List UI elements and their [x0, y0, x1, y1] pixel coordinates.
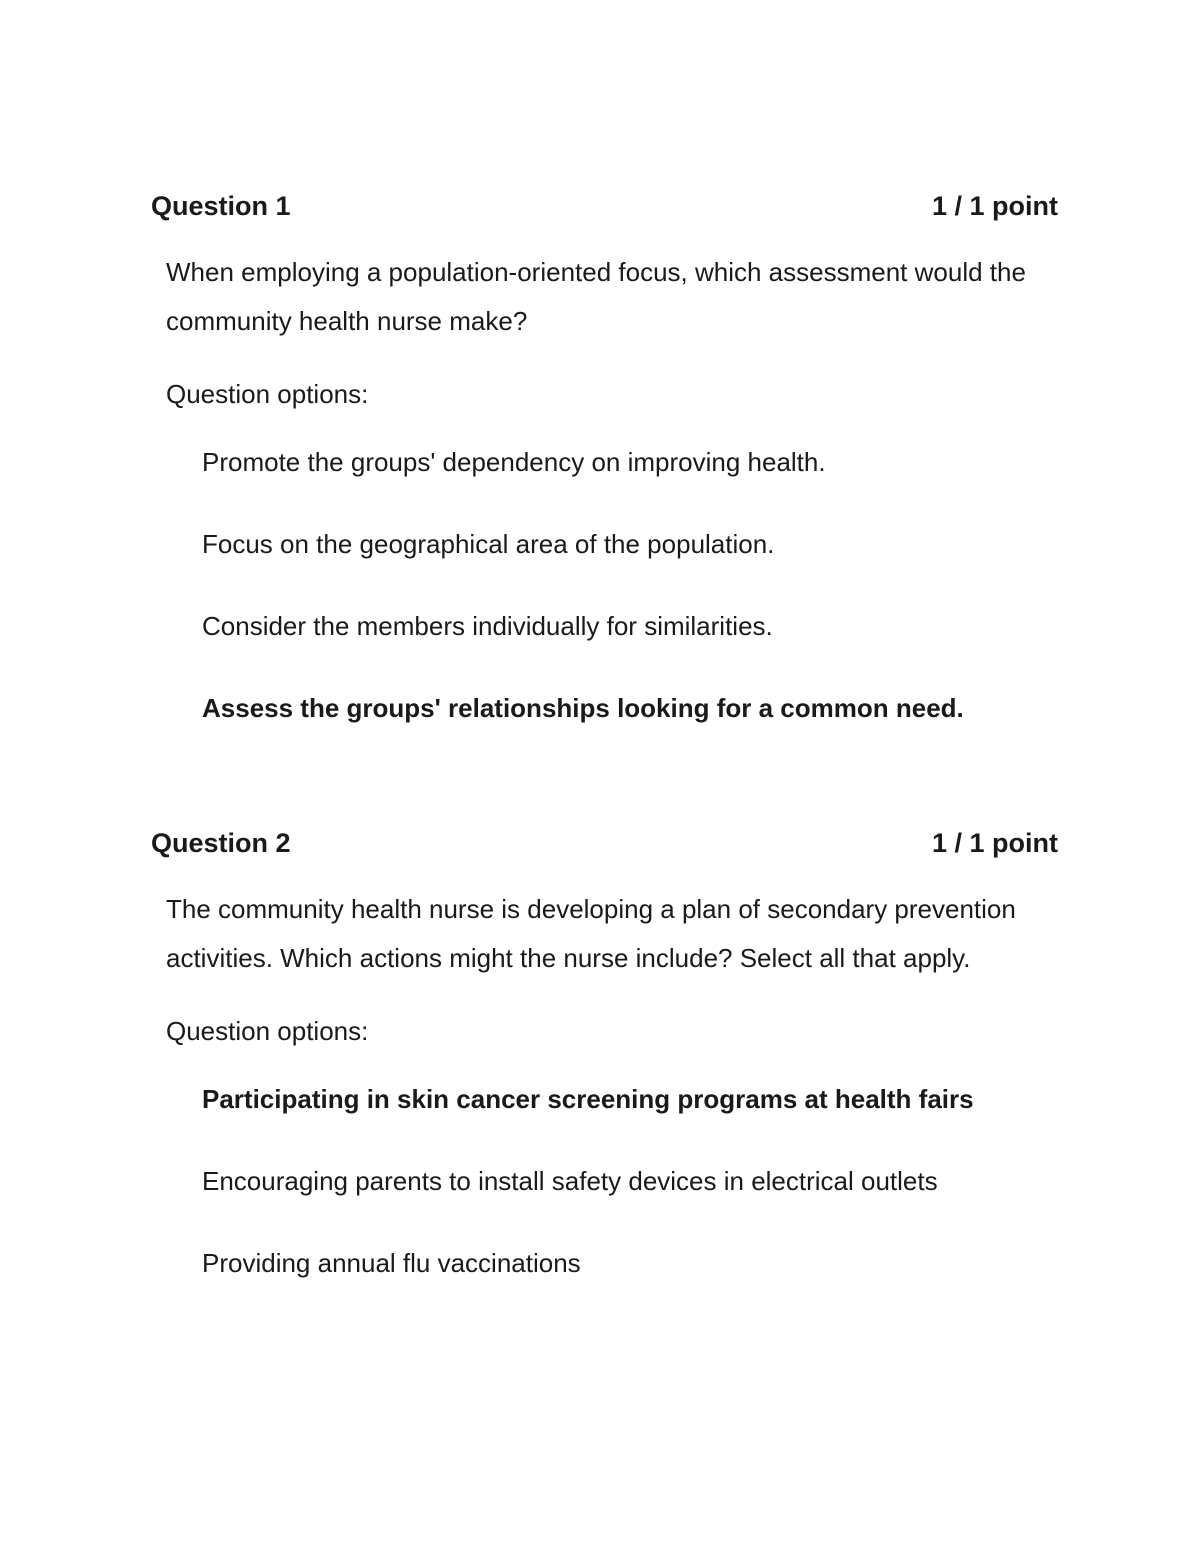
option-item: Promote the groups' dependency on improving health.: [202, 447, 826, 477]
question-options-label: Question options:: [166, 1016, 369, 1046]
question-header: [151, 188, 1058, 224]
question-text: The community health nurse is developing a plan of secondary prevention activities. Which actions might the nurse include? Select all that apply.: [166, 894, 1016, 973]
option-item: Consider the members individually for similarities.: [202, 611, 773, 641]
question-title: Question 1: [151, 191, 291, 221]
question-2: [151, 825, 1058, 1327]
question-title: Question 2: [151, 828, 291, 858]
option-item: Providing annual flu vaccinations: [202, 1248, 581, 1278]
question-points: 1 / 1 point: [931, 828, 1058, 858]
question-points: 1 / 1 point: [931, 191, 1058, 221]
option-item-correct: Assess the groups' relationships looking for a common need.: [202, 693, 964, 723]
option-item: Encouraging parents to install safety devices in electrical outlets: [202, 1166, 938, 1196]
question-text: When employing a population-oriented focus, which assessment would the community health nurse make?: [166, 257, 1026, 336]
question-header: [151, 825, 1058, 861]
option-item-correct: Participating in skin cancer screening programs at health fairs: [202, 1084, 974, 1114]
option-item: Focus on the geographical area of the population.: [202, 529, 775, 559]
question-options-label: Question options:: [166, 379, 369, 409]
question-options-list: [202, 1081, 1058, 1281]
question-1: [151, 188, 1058, 772]
question-options-list: [202, 444, 1058, 726]
